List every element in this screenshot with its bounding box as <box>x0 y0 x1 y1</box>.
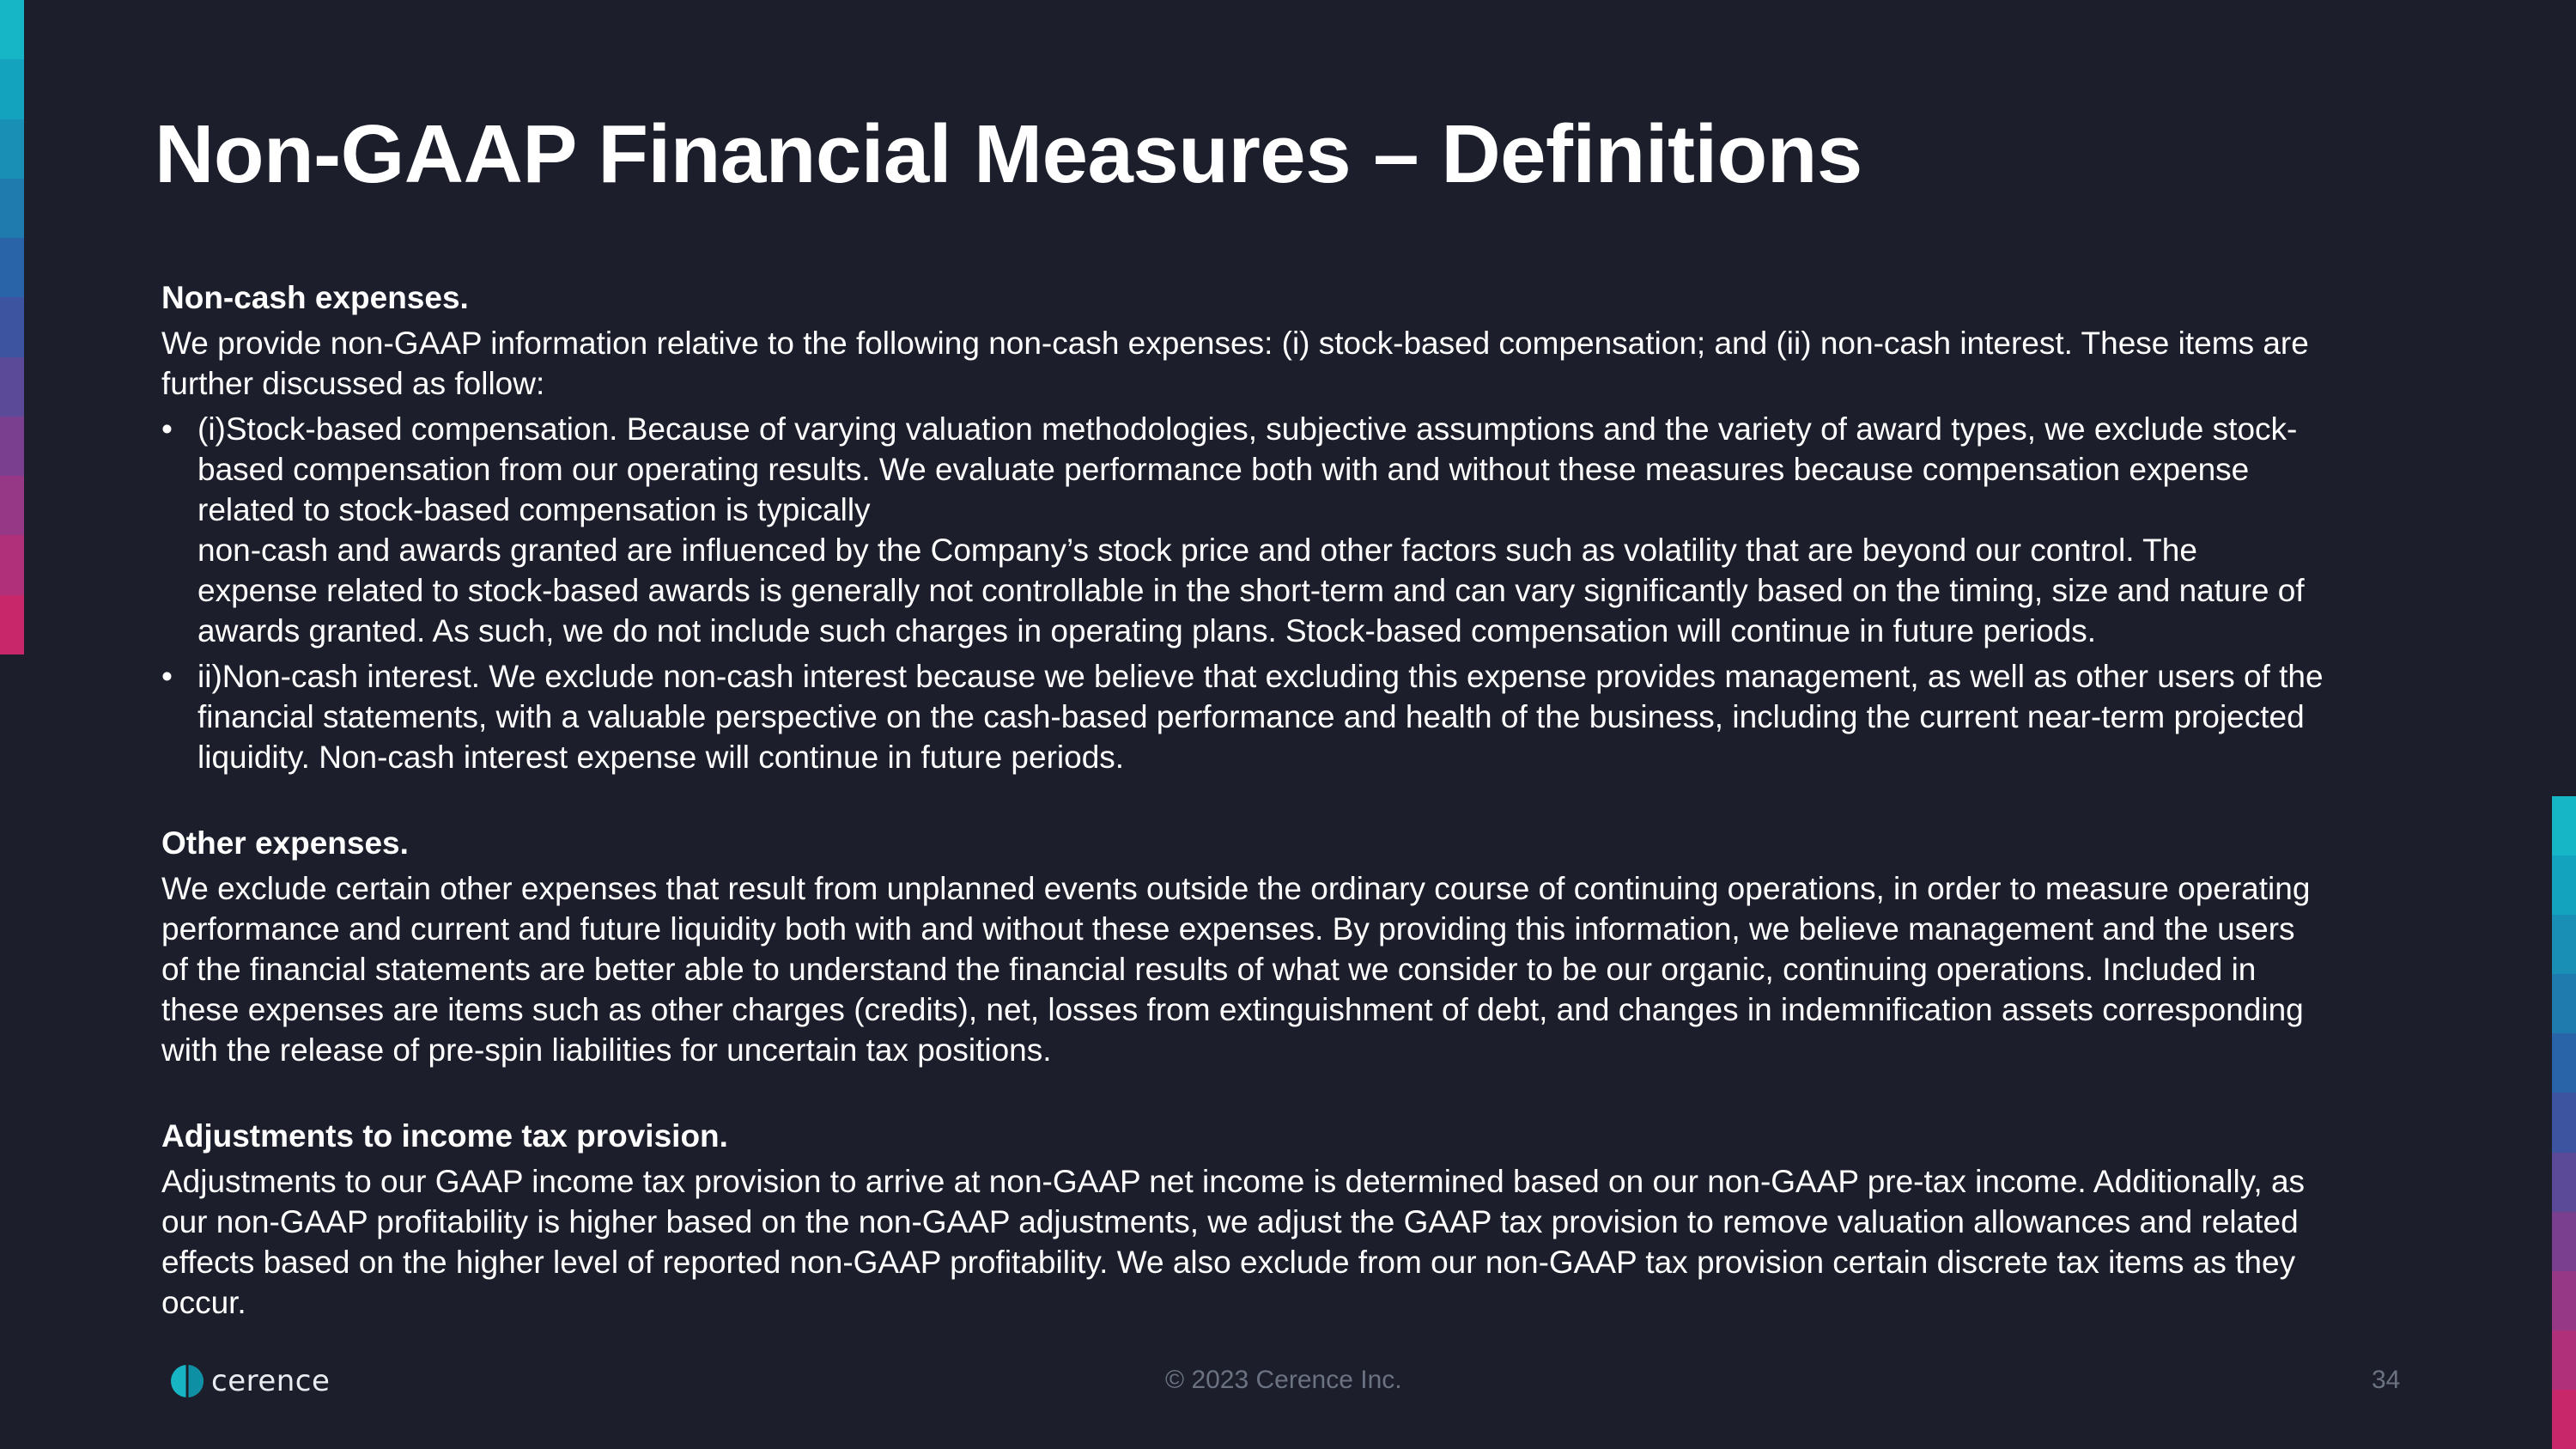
accent-stripe-left <box>0 0 24 654</box>
text-line: liquidity. Non-cash interest expense will continue in future periods. <box>197 740 1125 775</box>
text-line: (i)Stock-based compensation. Because of varying valuation methodologies, subjective assumptions and the variety of award types, we exclude stock- <box>197 411 2298 447</box>
bullet-icon: • <box>161 659 173 694</box>
stripe-segment <box>2552 915 2576 974</box>
text-line: our non-GAAP profitability is higher based on the non-GAAP adjustments, we adjust the GAAP tax provision to remove valuation allowances and related <box>161 1204 2299 1239</box>
stripe-segment <box>0 238 24 297</box>
cerence-logo-icon <box>170 1364 204 1398</box>
stripe-segment <box>0 59 24 119</box>
stripe-segment <box>2552 855 2576 915</box>
accent-stripe-right <box>2552 796 2576 1449</box>
section-body <box>161 868 2445 1070</box>
text-line: ii)Non-cash interest. We exclude non-cash interest because we believe that excluding this expense provides management, as well as other users of the <box>197 659 2324 694</box>
stripe-segment <box>2552 1153 2576 1212</box>
text-line: related to stock-based compensation is typically <box>197 492 871 527</box>
logo-wordmark: cerence <box>211 1364 331 1398</box>
text-line: effects based on the higher level of reported non-GAAP profitability. We also exclude from our non-GAAP tax provision certain discrete tax items as they <box>161 1245 2296 1280</box>
section-body <box>161 1161 2445 1323</box>
text-line: We provide non-GAAP information relative to the following non-cash expenses: (i) stock-based compensation; and (ii) non-cash interest. These items are <box>161 326 2309 361</box>
bullet-icon: • <box>161 411 173 447</box>
text-line: non-cash and awards granted are influenced by the Company’s stock price and other factors such as volatility that are beyond our control. The <box>197 533 2197 568</box>
section-heading: Other expenses. <box>161 825 409 861</box>
text-line: awards granted. As such, we do not include such charges in operating plans. Stock-based compensation will continue in future periods. <box>197 613 2097 648</box>
stripe-segment <box>2552 1271 2576 1330</box>
text-line: occur. <box>161 1285 246 1320</box>
text-line: performance and current and future liquidity both with and without these expenses. By providing this information, we believe management and the users <box>161 911 2295 947</box>
stripe-segment <box>0 297 24 356</box>
text-line: based compensation from our operating results. We evaluate performance both with and without these measures because compensation expense <box>197 452 2250 487</box>
stripe-segment <box>2552 796 2576 855</box>
stripe-segment <box>0 119 24 179</box>
slide-title: Non-GAAP Financial Measures – Definitions <box>155 108 1862 200</box>
copyright-notice: © 2023 Cerence Inc. <box>1165 1366 1402 1394</box>
bullet-list <box>161 409 2445 777</box>
stripe-segment <box>2552 1390 2576 1449</box>
stripe-segment <box>2552 974 2576 1033</box>
stripe-segment <box>0 535 24 594</box>
stripe-segment <box>0 476 24 535</box>
slide-content <box>161 277 2445 1368</box>
stripe-segment <box>2552 1093 2576 1152</box>
text-line: We exclude certain other expenses that result from unplanned events outside the ordinary course of continuing operations, in order to measure operating <box>161 871 2311 906</box>
company-logo <box>170 1362 330 1400</box>
stripe-segment <box>0 179 24 238</box>
bullet-item-non-cash-interest <box>161 656 2445 777</box>
stripe-segment <box>0 0 24 59</box>
section-other-expenses <box>161 823 2445 1070</box>
text-line: with the release of pre-spin liabilities for uncertain tax positions. <box>161 1032 1052 1068</box>
stripe-segment <box>2552 1033 2576 1093</box>
section-heading: Non-cash expenses. <box>161 280 469 315</box>
page-number: 34 <box>2372 1366 2401 1394</box>
stripe-segment <box>0 357 24 417</box>
text-line: of the financial statements are better able to understand the financial results of what we consider to be our organic, continuing operations. Included in <box>161 952 2257 987</box>
section-income-tax-adjustments <box>161 1116 2445 1323</box>
bullet-item-stock-based-compensation <box>161 409 2445 651</box>
text-line: further discussed as follow: <box>161 366 545 401</box>
text-line: Adjustments to our GAAP income tax provision to arrive at non-GAAP net income is determined based on our non-GAAP pre-tax income. Additionally, as <box>161 1164 2306 1199</box>
text-line: financial statements, with a valuable perspective on the cash-based performance and health of the business, including the current near-term projected <box>197 699 2305 734</box>
text-line: expense related to stock-based awards is generally not controllable in the short-term and can vary significantly based on the timing, size and nature of <box>197 573 2305 608</box>
section-heading: Adjustments to income tax provision. <box>161 1118 728 1154</box>
section-intro <box>161 323 2445 404</box>
section-noncash-expenses <box>161 277 2445 777</box>
stripe-segment <box>0 595 24 654</box>
stripe-segment <box>2552 1212 2576 1271</box>
text-line: these expenses are items such as other charges (credits), net, losses from extinguishment of debt, and changes in indemnification assets corresponding <box>161 992 2304 1027</box>
stripe-segment <box>0 417 24 476</box>
stripe-segment <box>2552 1330 2576 1390</box>
